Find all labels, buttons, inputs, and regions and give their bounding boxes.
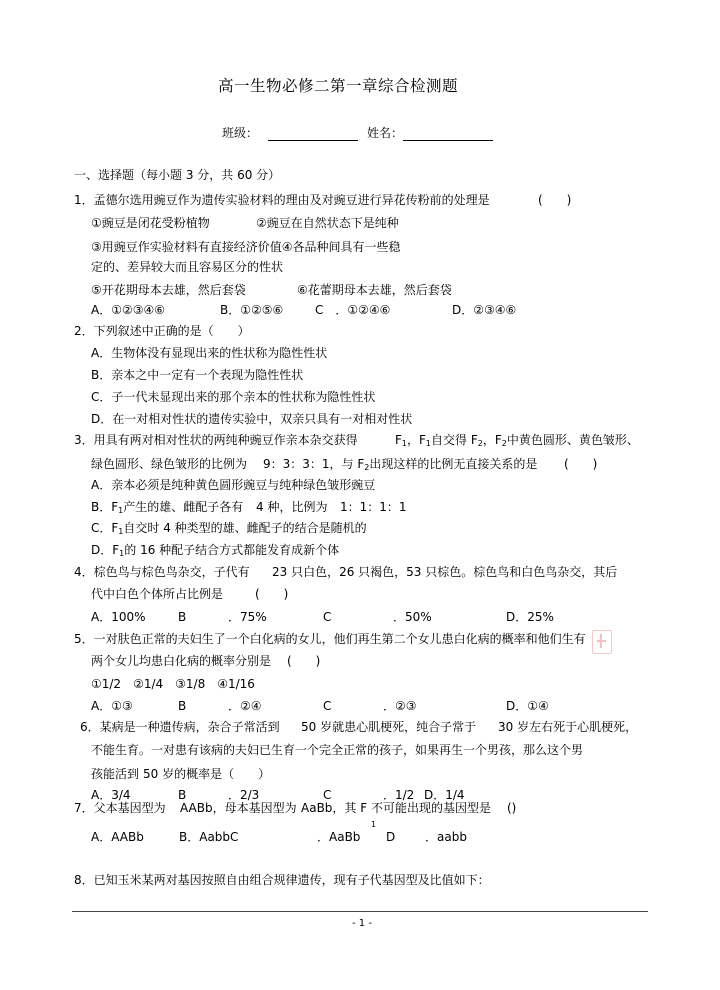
q5-option-d: D．①④: [506, 699, 549, 713]
q5-values: ①1/2 ②1/4 ③1/8 ④1/16: [91, 677, 255, 691]
page-number: - 1 -: [352, 918, 372, 929]
q6-option-b-value: ．2/3: [228, 788, 260, 802]
q1-statement-3-4: ③用豌豆作实验材料有直接经济价值④各品种间具有一些稳: [91, 240, 401, 254]
q3-option-a: A．亲本必须是纯种黄色圆形豌豆与纯种绿色皱形豌豆: [91, 478, 376, 492]
q4-option-b-value: ．75%: [228, 610, 267, 624]
q1-statement-1: ①豌豆是闭花受粉植物: [91, 216, 210, 230]
q4-line2: 代中白色个体所占比例是: [91, 587, 224, 601]
q7-father-genotype: AABb，母本基因型为: [180, 801, 297, 815]
q6-line2: 不能生育。一对患有该病的夫妇已生育一个完全正常的孩子，如果再生一个男孩，那么这个男: [91, 743, 584, 757]
q7-subscript-1: 1: [371, 820, 377, 829]
q1-statement-6: ⑥花蕾期母本去雄，然后套袋: [297, 283, 452, 297]
q7-option-c: ．AaBb: [317, 830, 361, 844]
q3-option-b-count: 4 种，比例为: [256, 500, 328, 514]
q3-option-b-ratio: 1：1：1：1: [340, 500, 407, 514]
q1-statement-5: ⑤开花期母本去雄，然后套袋: [91, 283, 246, 297]
q1-option-b: B．①②⑤⑥: [220, 303, 284, 317]
q3-ratio: 9：3：3：1，与 $F_2$出现这样的比例无直接关系的是: [263, 457, 538, 472]
q7-stem: 7．父本基因型为: [74, 801, 166, 815]
q1-statement-2: ②豌豆在自然状态下是纯种: [256, 216, 399, 230]
q1-option-c: C ．①②④⑥: [315, 303, 391, 317]
q5-bracket: ( ): [287, 654, 321, 668]
q3-option-c: C．$F_1$自交时 4 种类型的雄、雌配子的结合是随机的: [91, 521, 367, 536]
q5-option-a: A．①③: [91, 699, 133, 713]
q3-stem-continued: $F_1$，$F_1$自交得 $F_2$，$F_2$中黄色圆形、黄色皱形、: [395, 433, 639, 448]
section-heading: 一、选择题（每小题 3 分，共 60 分）: [74, 168, 281, 182]
q4-option-a: A．100%: [91, 610, 146, 624]
q3-line2: 绿色圆形、绿色皱形的比例为: [91, 457, 248, 471]
q8-stem: 8．已知玉米某两对基因按照自由组合规律遗传，现有子代基因型及比值如下：: [74, 873, 490, 887]
q2-option-a: A．生物体没有显现出来的性状称为隐性性状: [91, 346, 328, 360]
q6-stem-age50: 50 岁就患心肌梗死，纯合子常于: [301, 720, 477, 734]
q6-option-b-letter: B: [178, 788, 187, 802]
q1-option-d: D．②③④⑥: [452, 303, 517, 317]
q2-stem: 2．下列叙述中正确的是（ ）: [74, 324, 250, 338]
q7-option-b: B．AabbC: [179, 830, 239, 844]
q7-mother-genotype: AaBb，其 F 不可能出现的基因型是: [301, 801, 491, 815]
q6-option-c-letter: C: [323, 788, 332, 802]
q4-stem-continued: 23 只白色，26 只褐色，53 只棕色。棕色鸟和白色鸟杂交，其后: [272, 565, 618, 579]
q4-option-c-value: ．50%: [393, 610, 432, 624]
q5-option-b-letter: B: [178, 699, 187, 713]
q1-stem: 1．孟德尔选用豌豆作为遗传实验材料的理由及对豌豆进行异花传粉前的处理是: [74, 193, 490, 207]
q7-option-a: A．AABb: [91, 830, 144, 844]
class-label: 班级：: [222, 126, 259, 140]
q2-option-b: B．亲本之中一定有一个表现为隐性性状: [91, 368, 304, 382]
class-blank-line: [268, 140, 358, 141]
name-blank-line: [403, 140, 493, 141]
q6-option-a: A．3/4: [91, 788, 131, 802]
q6-stem: 6．某病是一种遗传病，杂合子常活到: [80, 720, 280, 734]
q5-stem: 5．一对肤色正常的夫妇生了一个白化病的女儿，他们再生第二个女儿患白化病的概率和他们生有: [74, 632, 586, 646]
q1-statement-4-cont: 定的、差异较大而且容易区分的性状: [91, 260, 284, 274]
q3-bracket: ( ): [564, 457, 598, 471]
q3-option-b: B．$F_1$产生的雄、雌配子各有: [91, 500, 244, 515]
name-label: 姓名：: [367, 126, 404, 140]
q2-option-c: C．子一代未显现出来的那个亲本的性状称为隐性性状: [91, 390, 376, 404]
q4-stem: 4．棕色鸟与棕色鸟杂交，子代有: [74, 565, 250, 579]
q6-stem-age30: 30 岁左右死于心肌梗死，: [498, 720, 638, 734]
footer-rule: [72, 911, 648, 912]
faint-stamp-mark: [592, 630, 612, 654]
q6-line3: 孩能活到: [91, 767, 140, 781]
q5-line2: 两个女儿均患白化病的概率分别是: [91, 654, 272, 668]
q7-option-d-letter: D: [386, 830, 396, 844]
q7-option-d-value: ．aabb: [425, 830, 467, 844]
q7-bracket: (): [507, 801, 517, 815]
q2-option-d: D．在一对相对性状的遗传实验中，双亲只具有一对相对性状: [91, 412, 413, 426]
q5-option-c-value: ．②③: [383, 699, 417, 713]
q1-bracket: ( ): [538, 193, 572, 207]
q4-option-d: D．25%: [506, 610, 554, 624]
q5-option-c-letter: C: [323, 699, 332, 713]
q5-option-b-value: ．②④: [228, 699, 262, 713]
page-title: 高一生物必修二第一章综合检测题: [218, 77, 459, 95]
q3-option-d: D．$F_1$的 16 种配子结合方式都能发育成新个体: [91, 543, 340, 558]
q6-option-c-value: ．1/2: [383, 788, 415, 802]
q3-stem: 3．用具有两对相对性状的两纯种豌豆作亲本杂交获得: [74, 433, 358, 447]
q4-bracket: ( ): [255, 587, 289, 601]
q4-option-b-letter: B: [178, 610, 187, 624]
q6-option-d: D．1/4: [424, 788, 465, 802]
q1-option-a: A．①②③④⑥: [91, 303, 165, 317]
q6-line3-continued: 50 岁的概率是（ ）: [143, 767, 271, 781]
q4-option-c-letter: C: [323, 610, 332, 624]
